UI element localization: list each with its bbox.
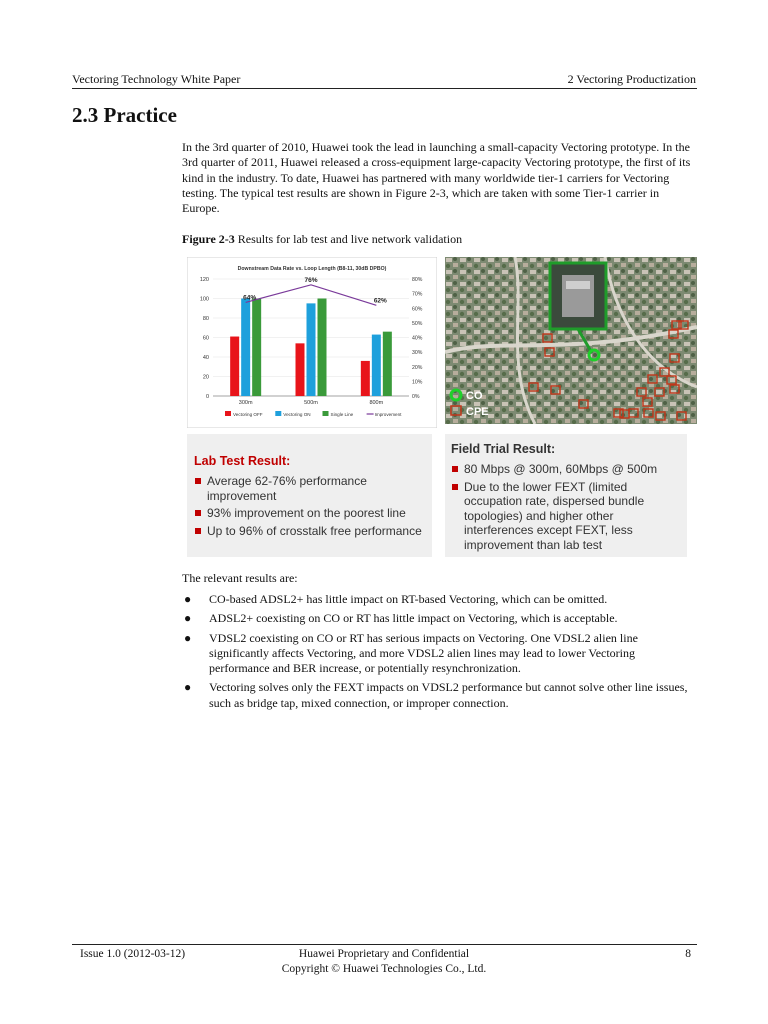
bullet-item: ● VDSL2 coexisting on CO or RT has serious impacts on Vectoring. One VDSL2 alien line significantly affects Vectoring, and more VDSL2 alien lines may lead to lower Vectoring performance and BER increase, or potentially resynchronization.	[184, 630, 638, 676]
bar-vectoring-off	[296, 343, 305, 396]
bullet-square-icon	[195, 478, 201, 484]
intro-paragraph: In the 3rd quarter of 2010, Huawei took the lead in launching a small-capacity Vectoring prototype. In the 3rd quarter of 2011, Huawei released a cross-equipment large-capacity Vectoring prototype, the first of its kind in the industry. To date, Huawei has partnered with many worldwide tier-1 carriers for Vectoring testing. The typical test results are shown in Figure 2-3, which are taken with some Tier-1 carrier in Europe.	[182, 140, 691, 216]
results-bullet-list	[182, 592, 697, 715]
y-tick-label: 40	[202, 355, 209, 361]
bullet-square-icon	[452, 484, 458, 490]
field-result-item: Due to the lower FEXT (limited occupation rate, dispersed bundle topologies) and higher other interferences except FEXT, less improvement than lab test	[451, 480, 677, 553]
legend-swatch	[275, 411, 281, 416]
header-left: Vectoring Technology White Paper	[72, 72, 241, 86]
lab-result-box	[187, 434, 432, 557]
bullet-item: ● Vectoring solves only the FEXT impacts on VDSL2 performance but cannot solve other line issues, such as bridge tap, mixed connection, or improper connection.	[184, 680, 688, 710]
y2-tick-label: 20%	[412, 364, 423, 371]
bar-single-line	[383, 332, 392, 396]
figure-label: Figure 2-3	[182, 232, 235, 246]
chart-title: Downstream Data Rate vs. Loop Length (B8-11, 30dB DPBO)	[237, 266, 387, 272]
header-rule	[72, 88, 697, 89]
bar-vectoring-off	[361, 361, 370, 396]
y2-tick-label: 0%	[412, 394, 420, 400]
field-result-title: Field Trial Result:	[451, 442, 556, 456]
field-result-list	[451, 462, 677, 555]
bullet-square-icon	[195, 528, 201, 534]
y-tick-label: 20	[202, 374, 209, 381]
bar-single-line	[252, 299, 261, 397]
bullet-item: ● CO-based ADSL2+ has little impact on RT-based Vectoring, which can be omitted.	[184, 592, 608, 606]
x-tick-label: 500m	[304, 400, 318, 406]
footer-rule	[72, 944, 697, 945]
legend-label: Improvement	[374, 412, 402, 417]
footer-issue: Issue 1.0 (2012-03-12)	[80, 948, 186, 960]
figure-caption	[182, 232, 462, 247]
lab-result-list	[194, 474, 428, 541]
section-title: 2.3 Practice	[72, 103, 177, 127]
improvement-label: 62%	[373, 297, 387, 305]
y2-tick-label: 30%	[412, 350, 423, 357]
bullet-dot-icon: ●	[184, 611, 192, 626]
footer-page-number: 8	[685, 948, 691, 960]
x-tick-label: 300m	[238, 400, 253, 406]
y2-tick-label: 60%	[412, 306, 423, 313]
bar-vectoring-on	[372, 335, 381, 396]
field-result-item: 80 Mbps @ 300m, 60Mbps @ 500m	[451, 462, 677, 477]
lab-result-item: Average 62-76% performance improvement	[194, 474, 428, 503]
y2-tick-label: 40%	[412, 335, 423, 342]
lab-result-title: Lab Test Result:	[194, 454, 291, 468]
legend-label: Vectoring ON	[283, 412, 311, 417]
y-tick-label: 120	[199, 277, 209, 283]
footer-confidential: Huawei Proprietary and Confidential	[298, 948, 470, 960]
y2-tick-label: 80%	[412, 277, 423, 283]
y-tick-label: 80	[202, 316, 209, 322]
y-tick-label: 100	[199, 296, 209, 303]
cpe-legend-label: CPE	[466, 406, 489, 418]
bar-vectoring-off	[230, 337, 239, 396]
relevant-intro: The relevant results are:	[182, 571, 298, 585]
legend-label: Single Line	[330, 412, 354, 417]
field-result-box	[445, 434, 687, 557]
footer-copyright: Copyright © Huawei Technologies Co., Ltd.	[281, 963, 487, 975]
bullet-dot-icon: ●	[184, 592, 192, 606]
bullet-square-icon	[452, 466, 458, 472]
bar-vectoring-on	[307, 303, 316, 396]
legend-label: Vectoring OFF	[233, 412, 263, 417]
y2-tick-label: 10%	[412, 379, 423, 386]
co-legend-label: CO	[466, 390, 483, 402]
bullet-dot-icon: ●	[184, 630, 192, 645]
figure-caption-text: Results for lab test and live network validation	[234, 232, 463, 246]
bar-chart	[187, 257, 437, 428]
lab-result-item: 93% improvement on the poorest line	[194, 506, 428, 521]
improvement-label: 76%	[304, 276, 318, 284]
y-tick-label: 60	[202, 335, 209, 342]
bullet-square-icon	[195, 510, 201, 516]
y2-tick-label: 50%	[412, 320, 423, 327]
improvement-label: 64%	[243, 294, 257, 302]
legend-swatch	[225, 411, 231, 416]
bar-single-line	[318, 299, 327, 397]
y-tick-label: 0	[205, 394, 209, 400]
bullet-item: ● ADSL2+ coexisting on CO or RT has little impact on Vectoring, which is acceptable.	[184, 611, 618, 626]
field-map	[445, 257, 697, 424]
y2-tick-label: 70%	[412, 291, 423, 298]
lab-result-item: Up to 96% of crosstalk free performance	[194, 524, 428, 539]
legend-swatch	[323, 411, 329, 416]
header-right: 2 Vectoring Productization	[567, 72, 696, 86]
bar-vectoring-on	[241, 299, 250, 397]
bullet-dot-icon: ●	[184, 680, 192, 695]
cabinet-equipment	[566, 281, 590, 289]
x-tick-label: 800m	[369, 400, 384, 406]
